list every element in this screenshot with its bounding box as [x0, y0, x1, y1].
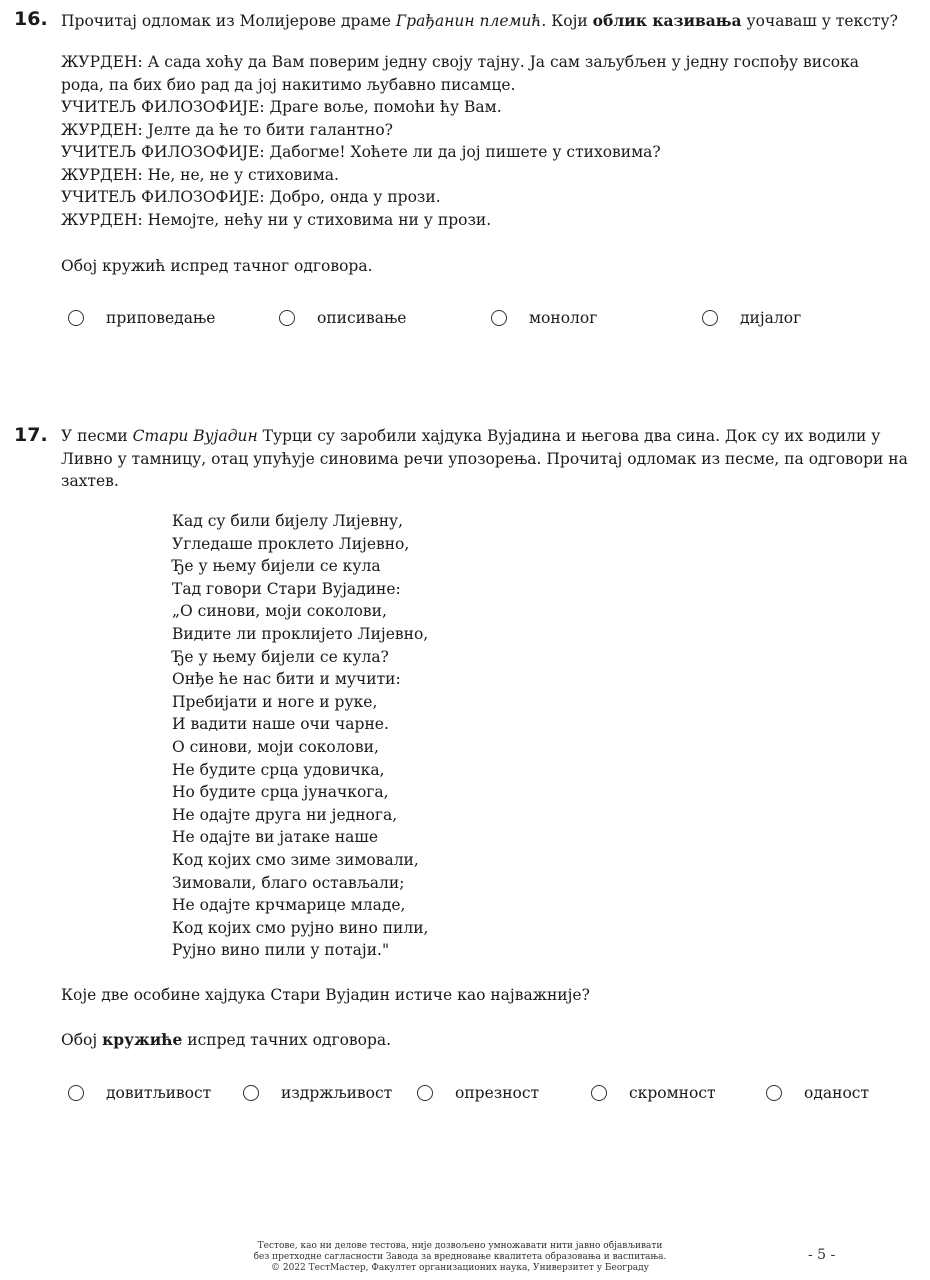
q17-option-1[interactable] [68, 1084, 243, 1102]
poem-line: Не будите срца удовичка, [172, 760, 385, 779]
poem-line: Но будите срца јуначкога, [172, 783, 389, 802]
radio-circle-icon[interactable] [68, 310, 84, 326]
q17-option-5[interactable] [766, 1084, 869, 1102]
dialogue-line: ЖУРДЕН: Не, не, не у стиховима. [61, 165, 339, 184]
option-label: дијалог [740, 309, 802, 327]
q17-intro-pre: У песми [61, 427, 133, 445]
q16-options [68, 309, 801, 327]
poem-line: Зимовали, благо остављали; [172, 873, 405, 892]
radio-circle-icon[interactable] [702, 310, 718, 326]
question-16-prompt [61, 10, 916, 33]
poem-line: Онђе ће нас бити и мучити: [172, 670, 401, 689]
option-label: опрезност [455, 1084, 540, 1102]
poem-line: Тад говори Стари Вујадине: [172, 579, 401, 598]
q17-option-3[interactable] [417, 1084, 591, 1102]
poem-line: Рујно вино пили у потаји." [172, 941, 390, 960]
q16-option-1[interactable] [68, 309, 279, 327]
poem-line: И вадити наше очи чарне. [172, 715, 389, 734]
q16-instruction: Обој кружић испред тачног одговора. [61, 257, 373, 275]
radio-circle-icon[interactable] [491, 310, 507, 326]
poem-line: Пребијати и ноге и руке, [172, 692, 378, 711]
poem-line: Видите ли проклијето Лијевно, [172, 624, 429, 643]
dialogue-line: УЧИТЕЉ ФИЛОЗОФИЈЕ: Дабогме! Хоћете ли да јој пишете у стиховима? [61, 143, 661, 161]
q17-options [68, 1084, 869, 1102]
dialogue-line: ЖУРДЕН: Јелте да ће то бити галантно? [61, 120, 393, 139]
option-label: довитљивост [106, 1084, 212, 1102]
poem-line: Не одајте ви јатаке наше [172, 828, 379, 847]
q17-instruction-post: испред тачних одговора. [182, 1031, 392, 1049]
poem-line: „О синови, моји соколови, [172, 602, 387, 621]
q17-instruction-bold: кружиће [102, 1030, 183, 1049]
option-label: скромност [629, 1084, 716, 1102]
q16-prompt-bold: облик казивања [592, 11, 742, 30]
q17-option-2[interactable] [243, 1084, 417, 1102]
dialogue-line: УЧИТЕЉ ФИЛОЗОФИЈЕ: Добро, онда у прози. [61, 188, 441, 206]
dialogue-line: УЧИТЕЉ ФИЛОЗОФИЈЕ: Драге воље, помоћи ћу Вам. [61, 98, 502, 116]
poem-line: Кад су били бијелу Лијевну, [172, 512, 404, 530]
q16-work-title: Грађанин племић [395, 12, 542, 30]
option-label: описивање [317, 309, 407, 327]
radio-circle-icon[interactable] [279, 310, 295, 326]
q17-option-4[interactable] [591, 1084, 766, 1102]
q17-instruction [61, 1029, 916, 1052]
radio-circle-icon[interactable] [68, 1085, 84, 1101]
radio-circle-icon[interactable] [243, 1085, 259, 1101]
q16-prompt-pre: Прочитај одломак из Молијерове драме [61, 12, 396, 30]
option-label: оданост [804, 1084, 870, 1102]
q16-prompt-post: уочаваш у тексту? [741, 12, 898, 30]
copyright-footer [200, 1241, 720, 1274]
footer-line: Тестове, као ни делове тестова, није дозвољено умножавати нити јавно објављивати [257, 1241, 663, 1251]
radio-circle-icon[interactable] [417, 1085, 433, 1101]
question-16-number: 16. [14, 8, 48, 30]
question-17-intro [61, 425, 916, 493]
poem-line: Не одајте крчмарице младе, [172, 896, 406, 915]
q17-question: Које две особине хајдука Стари Вујадин истиче као најважније? [61, 986, 590, 1004]
option-label: монолог [529, 309, 598, 327]
poem-line: Не одајте друга ни једнога, [172, 805, 398, 824]
q16-option-2[interactable] [279, 309, 491, 327]
dialogue-line: рода, па бих био рад да јој накитимо љубавно писамце. [61, 75, 516, 94]
option-label: издржљивост [281, 1084, 393, 1102]
q17-poem-title: Стари Вујадин [132, 427, 258, 445]
q17-poem [172, 510, 428, 962]
footer-line: © 2022 ТестМастер, Факултет организационих наука, Универзитет у Београду [271, 1263, 649, 1273]
page-number: - 5 - [808, 1247, 836, 1263]
q16-option-4[interactable] [702, 309, 801, 327]
q16-prompt-mid: . Који [541, 12, 593, 30]
poem-line: Ђе у њему бијели се кула [172, 557, 381, 576]
poem-line: О синови, моји соколови, [172, 737, 379, 756]
q17-intro-post: Турци су заробили хајдука Вујадина и његова два сина. Док су их водили у Ливно у тамницу, отац упућује синовима речи упозорења. Прочитај одломак из песме, па одговори на захтев. [61, 427, 908, 490]
radio-circle-icon[interactable] [591, 1085, 607, 1101]
q16-dialogue [61, 51, 916, 231]
poem-line: Ђе у њему бијели се кула? [172, 647, 389, 666]
poem-line: Угледаше проклето Лијевно, [172, 534, 410, 553]
q17-instruction-pre: Обој [61, 1031, 103, 1049]
question-17-number: 17. [14, 424, 48, 446]
footer-line: без претходне сагласности Завода за вредновање квалитета образовања и васпитања. [253, 1252, 667, 1262]
poem-line: Код којих смо зиме зимовали, [172, 850, 419, 869]
option-label: приповедање [106, 309, 216, 327]
dialogue-line: ЖУРДЕН: А сада хоћу да Вам поверим једну своју тајну. Ја сам заљубљен у једну госпођу висока [61, 53, 860, 71]
q16-option-3[interactable] [491, 309, 702, 327]
dialogue-line: ЖУРДЕН: Немојте, нећу ни у стиховима ни у прози. [61, 210, 492, 229]
poem-line: Код којих смо рујно вино пили, [172, 918, 429, 937]
radio-circle-icon[interactable] [766, 1085, 782, 1101]
